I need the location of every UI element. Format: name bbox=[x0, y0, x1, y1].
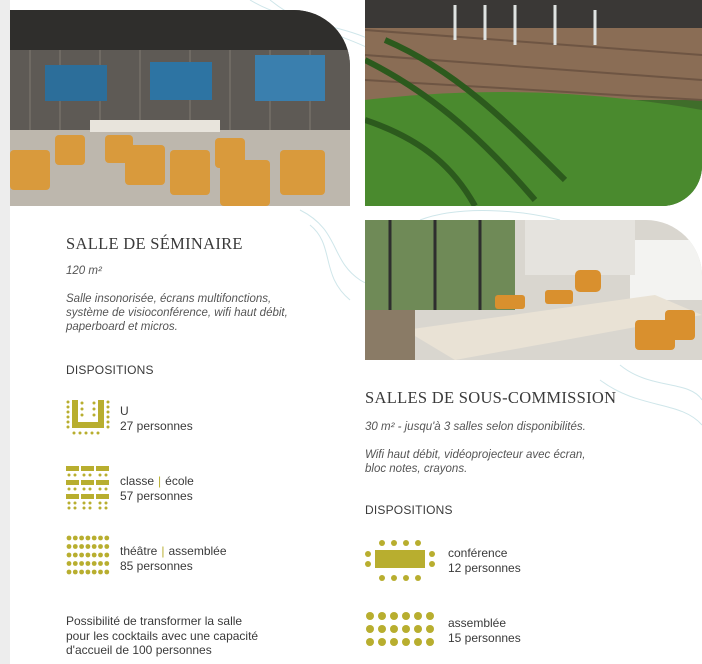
garden-terrace-photo bbox=[365, 0, 702, 206]
disposition-capacity: 12 personnes bbox=[448, 560, 521, 575]
seminar-disposition-classroom bbox=[120, 474, 194, 503]
seminar-disposition-u bbox=[120, 404, 193, 433]
seminar-dispositions-label: DISPOSITIONS bbox=[66, 363, 154, 377]
disposition-name: conférence bbox=[448, 546, 508, 560]
subcommission-description bbox=[365, 448, 585, 476]
seminar-description-line: système de visioconférence, wifi haut débit, bbox=[66, 307, 288, 319]
subcommission-description-line: bloc notes, crayons. bbox=[365, 463, 468, 475]
seminar-description-line: Salle insonorisée, écrans multifonctions, bbox=[66, 293, 272, 305]
subcommission-description-line: Wifi haut débit, vidéoprojecteur avec écran, bbox=[365, 449, 586, 461]
u-shape-icon bbox=[66, 398, 110, 438]
seminar-title: SALLE DE SÉMINAIRE bbox=[66, 234, 243, 253]
subcommission-area: 30 m² - jusqu'à 3 salles selon disponibilités. bbox=[365, 421, 586, 433]
meeting-room-photo bbox=[365, 220, 702, 360]
page-edge bbox=[0, 0, 10, 664]
separator: | bbox=[158, 474, 162, 488]
assembly-icon bbox=[365, 610, 435, 652]
seminar-room-photo bbox=[10, 10, 350, 206]
disposition-name-alt: assemblée bbox=[168, 544, 227, 558]
seminar-disposition-theatre bbox=[120, 544, 227, 573]
note-line: pour les cocktails avec une capacité bbox=[66, 628, 259, 643]
disposition-name: théâtre bbox=[120, 544, 158, 558]
disposition-name: U bbox=[120, 404, 129, 418]
seminar-area: 120 m² bbox=[66, 265, 102, 277]
seminar-description-line: paperboard et micros. bbox=[66, 321, 178, 333]
classroom-icon bbox=[66, 466, 110, 510]
note-line: Possibilité de transformer la salle bbox=[66, 614, 243, 628]
disposition-capacity: 27 personnes bbox=[120, 418, 193, 433]
theatre-icon bbox=[66, 534, 112, 580]
conference-table-icon bbox=[365, 538, 435, 584]
subcommission-disposition-conference bbox=[448, 546, 521, 575]
subcommission-dispositions-label: DISPOSITIONS bbox=[365, 503, 453, 517]
subcommission-title: SALLES DE SOUS-COMMISSION bbox=[365, 388, 617, 407]
disposition-name: classe bbox=[120, 474, 155, 488]
disposition-capacity: 15 personnes bbox=[448, 630, 521, 645]
separator: | bbox=[161, 544, 165, 558]
disposition-capacity: 85 personnes bbox=[120, 558, 193, 573]
seminar-description bbox=[66, 292, 288, 334]
note-line: d'accueil de 100 personnes bbox=[66, 643, 212, 657]
disposition-name: assemblée bbox=[448, 616, 507, 630]
seminar-cocktail-note bbox=[66, 614, 296, 658]
disposition-name-alt: école bbox=[165, 474, 194, 488]
disposition-capacity: 57 personnes bbox=[120, 488, 193, 503]
subcommission-disposition-assembly bbox=[448, 616, 521, 645]
